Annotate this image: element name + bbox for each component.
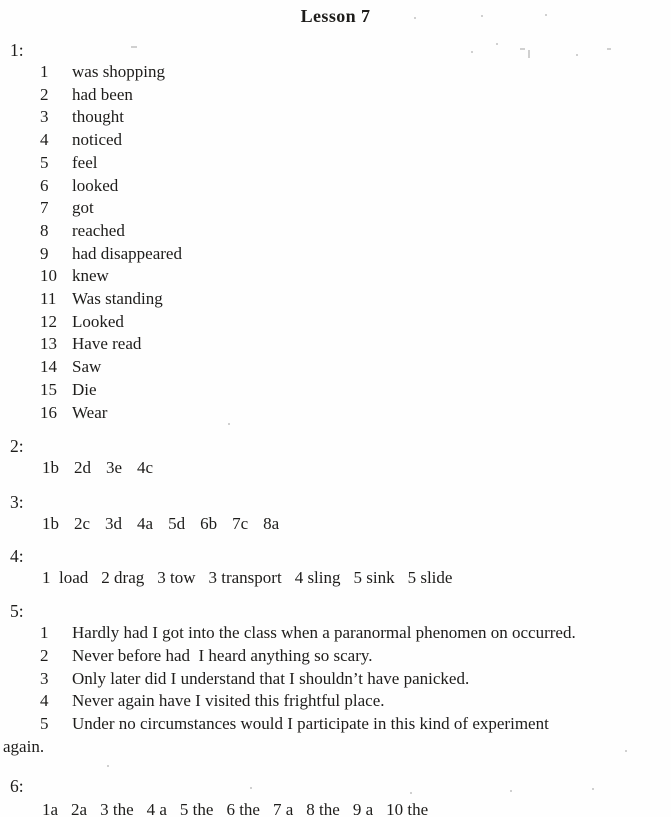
- answer-pair: 3d: [105, 514, 123, 534]
- list-item: [0, 197, 671, 220]
- list-item: [0, 288, 671, 311]
- scan-speck: [576, 54, 578, 56]
- item-text: Saw: [72, 357, 102, 377]
- item-number: 16: [40, 402, 57, 422]
- item-number: 15: [40, 379, 57, 399]
- list-item: [0, 356, 671, 379]
- answer-pair: 9 a: [352, 800, 374, 817]
- answer-pair: 5 sink: [353, 568, 395, 588]
- answer-pair: 1b: [42, 514, 59, 534]
- item-number: 13: [40, 334, 57, 354]
- scan-speck: [107, 765, 109, 767]
- scan-speck: [410, 792, 412, 794]
- answer-pair: 2d: [74, 458, 91, 478]
- item-text: feel: [72, 152, 98, 172]
- list-item: [0, 220, 671, 243]
- list-item: [0, 333, 671, 356]
- item-text: Looked: [72, 311, 124, 331]
- scan-speck: [528, 50, 530, 58]
- answer-pair: 1 load: [42, 568, 89, 588]
- section-5-label: 5:: [10, 601, 24, 622]
- page-title: Lesson 7: [300, 6, 371, 26]
- list-item: [0, 175, 671, 198]
- list-item: [0, 243, 671, 266]
- answer-pair: 4a: [137, 514, 154, 534]
- item-number: 12: [40, 311, 57, 331]
- item-number: 6: [40, 175, 49, 195]
- answer-pair: 3e: [106, 458, 123, 478]
- item-number: 2: [40, 84, 49, 104]
- list-item: [0, 84, 671, 107]
- item-number: 5: [40, 152, 49, 172]
- item-number: 1: [40, 623, 49, 643]
- sentence-text: Hardly had I got into the class when a paranormal phenomen on occurred.: [72, 623, 576, 643]
- item-text: thought: [72, 107, 124, 127]
- scan-speck: [414, 17, 416, 19]
- item-text: Die: [72, 379, 97, 399]
- section-3-label: 3:: [10, 492, 24, 513]
- sentence-text: Never again have I visited this frightful place.: [72, 691, 385, 711]
- item-number: 7: [40, 198, 49, 218]
- section-1-label: 1:: [10, 40, 24, 60]
- answer-pair: 8a: [263, 514, 280, 534]
- scan-speck: [510, 790, 512, 792]
- answer-pair: 2 drag: [101, 568, 145, 588]
- item-number: 1: [40, 62, 49, 81]
- item-number: 2: [40, 645, 49, 665]
- sentence-item: [0, 668, 671, 691]
- answer-pair: 6b: [200, 514, 218, 534]
- section-6-label: 6:: [10, 776, 24, 797]
- item-text: was shopping: [72, 62, 166, 81]
- section-2-label: 2:: [10, 436, 24, 457]
- answer-pair: 5 slide: [407, 568, 453, 588]
- list-item: [0, 61, 671, 84]
- item-number: 5: [40, 714, 49, 734]
- scan-speck: [250, 787, 252, 789]
- item-number: 11: [40, 289, 57, 309]
- list-item: [0, 402, 671, 425]
- answer-pair: 4c: [137, 458, 154, 478]
- list-item: [0, 106, 671, 129]
- sentence-continuation: again.: [3, 736, 45, 756]
- item-text: knew: [72, 266, 109, 286]
- item-text: had been: [72, 84, 133, 104]
- section-6-answers: [0, 799, 671, 817]
- scan-speck: [592, 788, 594, 790]
- sentence-item: [0, 622, 671, 645]
- list-item: [0, 129, 671, 152]
- list-item: [0, 379, 671, 402]
- scan-speck: [607, 48, 611, 50]
- answer-pair: 2c: [74, 514, 91, 534]
- scan-speck: [131, 46, 137, 48]
- sentence-item: [0, 645, 671, 668]
- answer-pair: 2a: [71, 800, 88, 817]
- item-number: 3: [40, 107, 49, 127]
- answer-pair: 10 the: [386, 800, 429, 817]
- item-text: got: [72, 198, 94, 218]
- scan-speck: [520, 48, 525, 50]
- item-number: 4: [40, 130, 49, 150]
- answer-pair: 7 a: [272, 800, 294, 817]
- answer-pair: 4 sling: [294, 568, 341, 588]
- sentence-text: Only later did I understand that I shouldn’t have panicked.: [72, 668, 470, 688]
- item-text: had disappeared: [72, 243, 182, 263]
- answer-pair: 5d: [168, 514, 186, 534]
- item-text: noticed: [72, 130, 123, 150]
- item-number: 14: [40, 357, 57, 377]
- section-5-list: [0, 622, 671, 736]
- sentence-text: Under no circumstances would I participate in this kind of experiment: [72, 714, 549, 734]
- item-text: reached: [72, 220, 125, 240]
- answer-pair: 1a: [42, 800, 59, 817]
- item-number: 3: [40, 668, 49, 688]
- answer-pair: 7c: [232, 514, 249, 534]
- scan-speck: [228, 423, 230, 425]
- answer-pair: 1b: [42, 458, 59, 478]
- list-item: [0, 152, 671, 175]
- scan-speck: [481, 15, 483, 17]
- answer-pair: 3 the: [100, 800, 134, 817]
- scan-speck: [496, 43, 498, 45]
- answer-pair: 5 the: [179, 800, 214, 817]
- list-item: [0, 311, 671, 334]
- scan-speck: [625, 750, 627, 752]
- section-4-label: 4:: [10, 546, 24, 567]
- item-text: Have read: [72, 334, 142, 354]
- item-number: 9: [40, 243, 49, 263]
- item-text: Wear: [72, 402, 108, 422]
- item-number: 10: [40, 266, 57, 286]
- answer-pair: 3 tow: [157, 568, 196, 588]
- scan-speck: [471, 51, 473, 53]
- sentence-item: [0, 713, 671, 736]
- list-item: [0, 265, 671, 288]
- section-4-answers: [0, 567, 671, 589]
- sentence-item: [0, 690, 671, 713]
- scan-speck: [545, 14, 547, 16]
- sentence-text: Never before had I heard anything so scary.: [72, 645, 373, 665]
- item-text: looked: [72, 175, 119, 195]
- section-1-list: [0, 61, 671, 424]
- item-text: Was standing: [72, 289, 163, 309]
- answer-pair: 6 the: [226, 800, 260, 817]
- item-number: 4: [40, 691, 49, 711]
- answer-pair: 8 the: [306, 800, 340, 817]
- section-2-answers: [0, 457, 671, 479]
- answer-pair: 3 transport: [208, 568, 282, 588]
- item-number: 8: [40, 220, 49, 240]
- section-3-answers: [0, 513, 671, 535]
- answer-pair: 4 a: [146, 800, 167, 817]
